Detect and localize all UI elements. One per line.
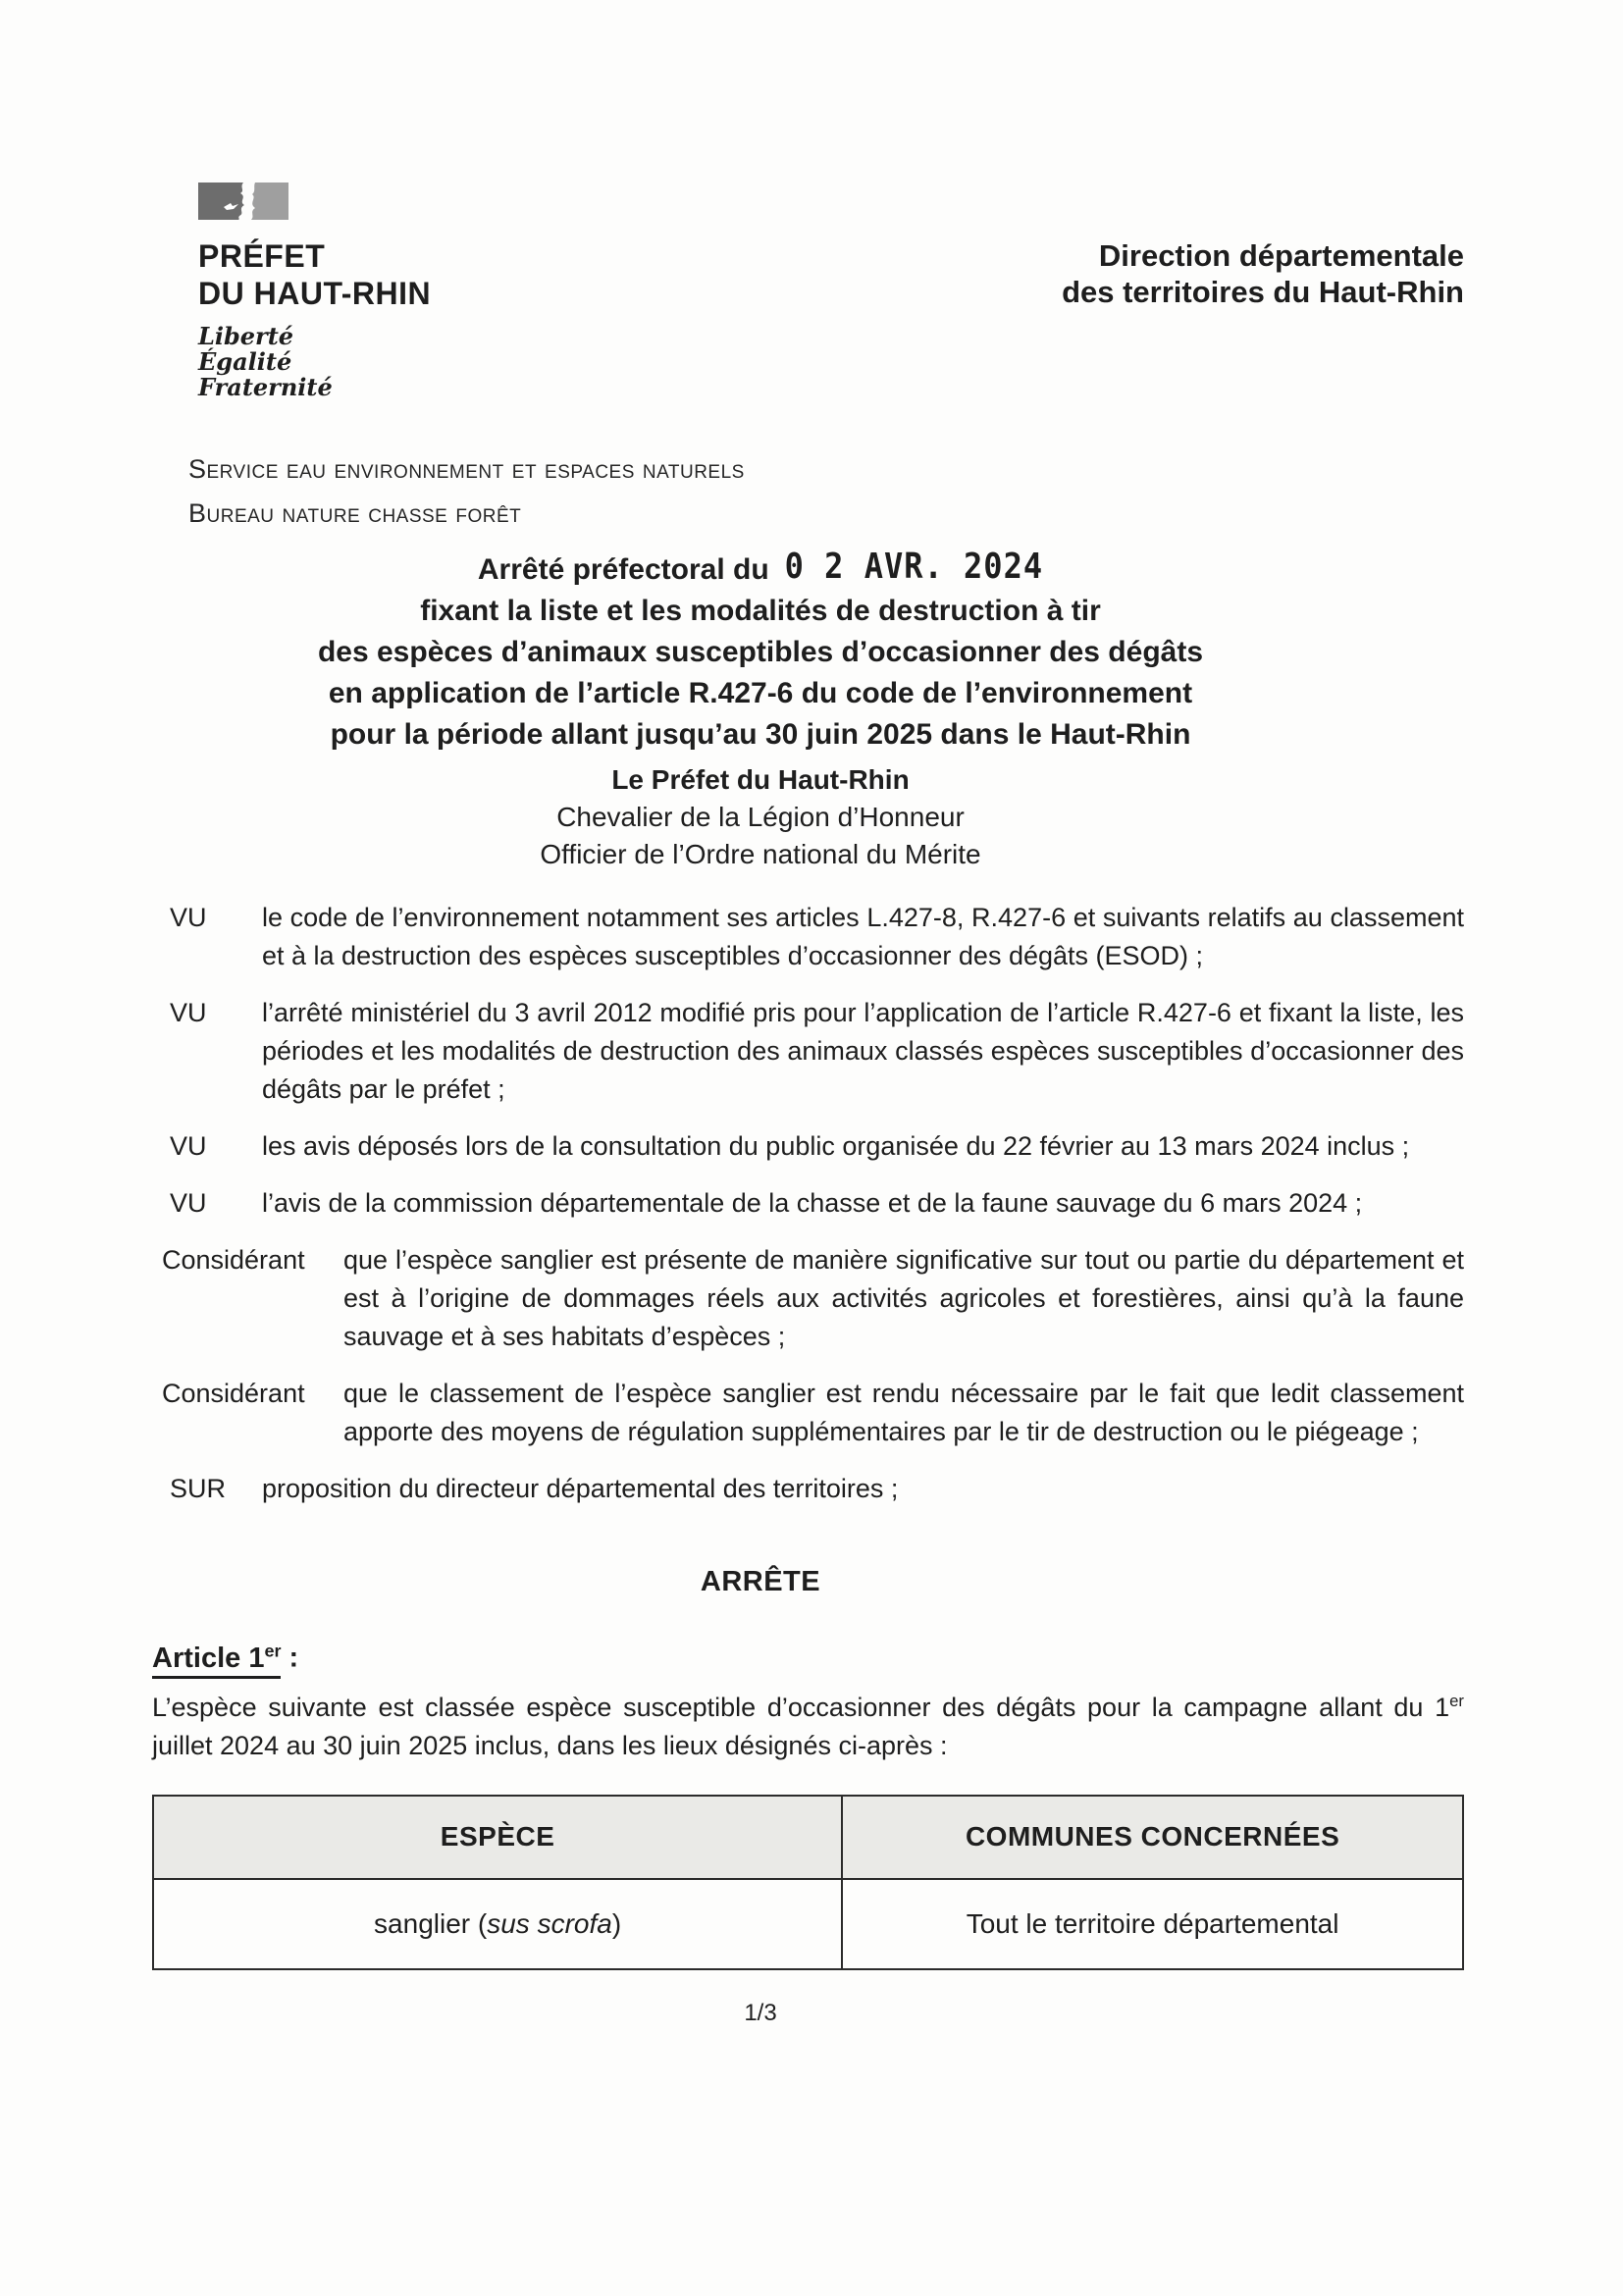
republic-motto: [198, 324, 431, 400]
article-1-ordinal: er: [264, 1641, 282, 1660]
recital-text: les avis déposés lors de la consultation du public organisée du 22 février au 13 mars 2024 inclus ;: [262, 1131, 1410, 1161]
document-header: [152, 183, 1464, 400]
recital-text: proposition du directeur départemental des territoires ;: [262, 1474, 899, 1503]
prefecture-block: [198, 183, 431, 400]
direction-block: [1062, 237, 1464, 310]
table-row: [153, 1879, 1463, 1969]
prefect-honors-line: Le Préfet du Haut-Rhin: [611, 764, 910, 795]
date-stamp: 0 2 AVR. 2024: [784, 545, 1044, 587]
direction-line-2: des territoires du Haut-Rhin: [1062, 275, 1464, 309]
title-line: en application de l’article R.427-6 du code de l’environnement: [328, 677, 1193, 709]
marianne-logo-icon: [198, 183, 291, 220]
motto-liberte: Liberté: [198, 322, 294, 350]
species-name-pre: sanglier (: [374, 1907, 488, 1939]
recital-label: VU: [170, 1188, 207, 1218]
motto-egalite: Égalité: [198, 347, 292, 376]
recital-label: Considérant: [162, 1245, 305, 1275]
recital-label: VU: [170, 998, 207, 1027]
recital-text: que l’espèce sanglier est présente de manière significative sur tout ou partie du département et est à l’origine de dommages réels aux activités agricoles et forestières, ainsi qu’à la faune sauvage et à ses habitats d’espèces ;: [343, 1245, 1464, 1351]
recital-vu-2: [152, 994, 1464, 1109]
arrete-heading: ARRÊTE: [700, 1566, 821, 1597]
prefect-line-2: DU HAUT-RHIN: [198, 276, 432, 311]
article-1-label: Article 1: [152, 1642, 265, 1674]
article-1-body-post: juillet 2024 au 30 juin 2025 inclus, dans les lieux désignés ci-après :: [152, 1730, 948, 1760]
direction-line-1: Direction départementale: [1098, 238, 1464, 273]
recital-label: SUR: [170, 1474, 227, 1503]
recital-vu-3: [152, 1127, 1464, 1166]
page-number: 1/3: [744, 1999, 777, 2026]
recital-sur: [152, 1470, 1464, 1508]
species-name-post: ): [611, 1907, 622, 1939]
table-header-row: [153, 1796, 1463, 1879]
motto-fraternite: Fraternité: [198, 373, 333, 401]
prefect-honors: [255, 761, 1266, 873]
recital-text: l’arrêté ministériel du 3 avril 2012 modifié pris pour l’application de l’article R.427-6 et fixant la liste, les périodes et les modalités de destruction des animaux classés espèces susceptibles d’occasionner des dégâts par le préfet ;: [262, 998, 1464, 1104]
article-1-colon: :: [281, 1642, 299, 1674]
recitals: [152, 899, 1464, 1508]
recital-considerant-1: [152, 1241, 1464, 1356]
article-1-heading-underlined: [152, 1643, 281, 1679]
recital-label: Considérant: [162, 1379, 305, 1408]
article-1-body: [152, 1682, 1464, 1765]
article-1-heading: [152, 1631, 1464, 1678]
article-1-body-pre: L’espèce suivante est classée espèce susceptible d’occasionner des dégâts pour la campagne allant du 1: [152, 1692, 1450, 1722]
table-header-espece: ESPÈCE: [153, 1796, 842, 1879]
service-block: [188, 447, 1464, 536]
center-column: [255, 545, 1266, 873]
article-1-body-ordinal: er: [1449, 1691, 1464, 1710]
title-line-date: [255, 545, 1266, 591]
prefect-line-1: PRÉFET: [198, 238, 326, 274]
recital-text: que le classement de l’espèce sanglier est rendu nécessaire par le fait que ledit classement apporte des moyens de régulation supplémentaires par le tir de destruction ou le piégeage ;: [343, 1379, 1464, 1446]
recital-text: le code de l’environnement notamment ses articles L.427-8, R.427-6 et suivants relatifs au classement et à la destruction des espèces susceptibles d’occasionner des dégâts (ESOD) ;: [262, 903, 1464, 970]
title-line: des espèces d’animaux susceptibles d’occasionner des dégâts: [317, 636, 1204, 668]
title-prefix: Arrêté préfectoral du: [477, 553, 769, 586]
recital-vu-4: [152, 1184, 1464, 1223]
table-cell-espece: [153, 1879, 842, 1969]
recital-vu-1: [152, 899, 1464, 975]
table-cell-communes: Tout le territoire départemental: [842, 1879, 1463, 1969]
recital-text: l’avis de la commission départementale de la chasse et de la faune sauvage du 6 mars 2024 ;: [262, 1188, 1363, 1218]
species-table: [152, 1795, 1464, 1970]
decree-title: [255, 545, 1266, 756]
title-line: pour la période allant jusqu’au 30 juin 2025 dans le Haut-Rhin: [330, 718, 1191, 751]
recital-label: VU: [170, 903, 207, 932]
service-line: Service eau environnement et espaces naturels: [188, 454, 745, 484]
prefect-honors-line: Officier de l’Ordre national du Mérite: [540, 839, 981, 869]
recital-considerant-2: [152, 1375, 1464, 1451]
prefect-honors-line: Chevalier de la Légion d’Honneur: [556, 802, 965, 832]
table-header-communes: COMMUNES CONCERNÉES: [842, 1796, 1463, 1879]
prefect-title: [198, 237, 431, 312]
title-line: fixant la liste et les modalités de destruction à tir: [420, 595, 1101, 627]
recital-label: VU: [170, 1131, 207, 1161]
bureau-line: Bureau nature chasse forêt: [188, 498, 522, 528]
species-latin-name: sus scrofa: [487, 1907, 612, 1939]
